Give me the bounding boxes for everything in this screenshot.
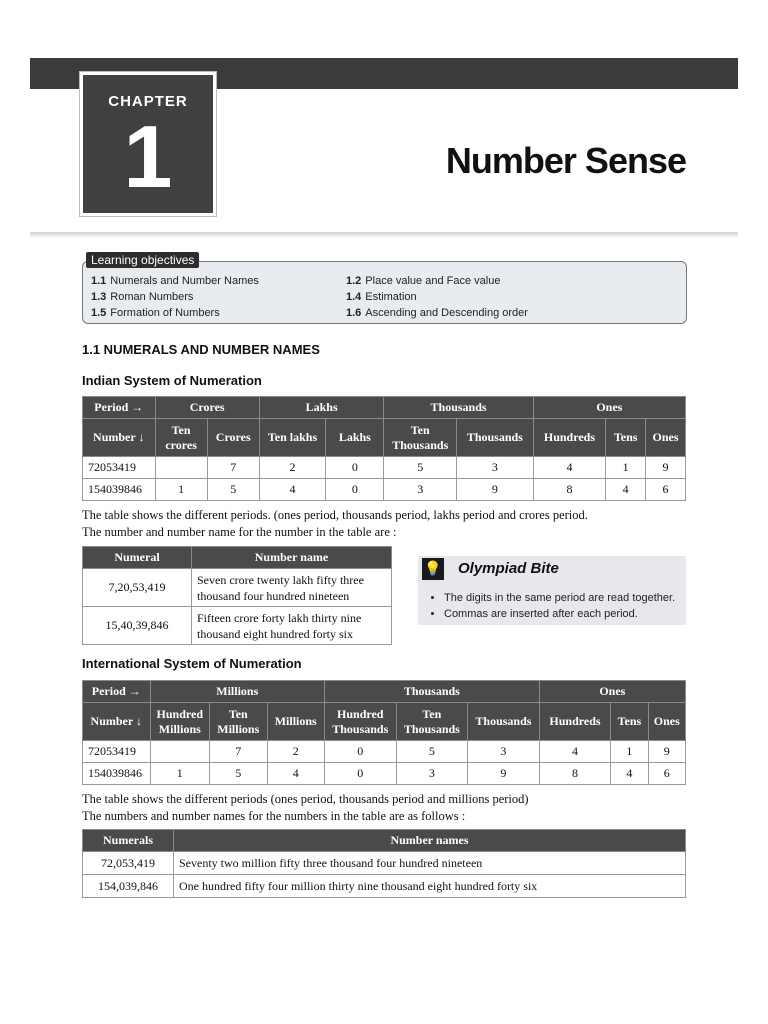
objective-item: 1.5 Formation of Numbers bbox=[91, 307, 220, 319]
number-header: Number ↓ bbox=[83, 419, 156, 457]
table-row: 154039846 1 5 4 0 3 9 8 4 6 bbox=[83, 479, 686, 501]
table-row: 72053419 7 2 0 5 3 4 1 9 bbox=[83, 741, 686, 763]
learning-objectives-label: Learning objectives bbox=[86, 252, 199, 268]
place-header: Tens bbox=[611, 703, 648, 741]
international-place-value-table bbox=[82, 680, 686, 785]
indian-periods-text: The table shows the different periods. (ones period, thousands period, lakhs period and crores period. bbox=[82, 508, 588, 522]
international-number-names-table bbox=[82, 829, 686, 898]
objective-item: 1.4 Estimation bbox=[346, 291, 417, 303]
number-names-header: Number names bbox=[174, 830, 686, 852]
indian-number-names-table bbox=[82, 546, 392, 645]
place-header: Hundred Millions bbox=[150, 703, 209, 741]
chapter-label: CHAPTER bbox=[108, 93, 188, 110]
table-row: 72,053,419 Seventy two million fifty three thousand four hundred nineteen bbox=[83, 852, 686, 875]
place-header: Millions bbox=[267, 703, 324, 741]
list-item: • Commas are inserted after each period. bbox=[444, 606, 675, 622]
period-header: Period → bbox=[83, 397, 156, 419]
header-divider bbox=[30, 232, 738, 238]
period-millions: Millions bbox=[150, 681, 324, 703]
period-crores: Crores bbox=[155, 397, 259, 419]
number-name-header: Number name bbox=[192, 547, 392, 569]
lightbulb-icon: 💡 bbox=[422, 558, 444, 580]
place-header: Ten Millions bbox=[210, 703, 267, 741]
place-header: Ten Thousands bbox=[396, 703, 468, 741]
indian-place-value-table bbox=[82, 396, 686, 501]
period-ones: Ones bbox=[539, 681, 685, 703]
objective-item: 1.2 Place value and Face value bbox=[346, 275, 501, 287]
period-lakhs: Lakhs bbox=[259, 397, 384, 419]
table-row: 154,039,846 One hundred fifty four million thirty nine thousand eight hundred forty six bbox=[83, 875, 686, 898]
place-header: Ones bbox=[648, 703, 685, 741]
international-periods-text: The table shows the different periods (ones period, thousands period and millions period) bbox=[82, 792, 529, 806]
number-header: Number ↓ bbox=[83, 703, 151, 741]
period-header: Period → bbox=[83, 681, 151, 703]
olympiad-bite-box bbox=[418, 556, 686, 625]
table-row: 72053419 7 2 0 5 3 4 1 9 bbox=[83, 457, 686, 479]
olympiad-bite-list bbox=[428, 590, 675, 622]
chapter-number: 1 bbox=[123, 107, 173, 206]
chapter-badge bbox=[80, 72, 216, 216]
place-header: Ten Thousands bbox=[384, 419, 457, 457]
table-row: 154039846 1 5 4 0 3 9 8 4 6 bbox=[83, 763, 686, 785]
period-thousands: Thousands bbox=[384, 397, 533, 419]
objective-item: 1.3 Roman Numbers bbox=[91, 291, 194, 303]
table-row: 7,20,53,419 Seven crore twenty lakh fifty three thousand four hundred nineteen bbox=[83, 569, 392, 607]
table-row: 15,40,39,846 Fifteen crore forty lakh thirty nine thousand eight hundred forty six bbox=[83, 607, 392, 645]
place-header: Thousands bbox=[457, 419, 534, 457]
place-header: Lakhs bbox=[326, 419, 384, 457]
place-header: Hundreds bbox=[533, 419, 606, 457]
place-header: Hundreds bbox=[539, 703, 611, 741]
objective-item: 1.1 Numerals and Number Names bbox=[91, 275, 259, 287]
list-item: • The digits in the same period are read together. bbox=[444, 590, 675, 606]
period-thousands: Thousands bbox=[324, 681, 539, 703]
place-header: Hundred Thousands bbox=[324, 703, 396, 741]
place-header: Ten crores bbox=[155, 419, 207, 457]
place-header: Crores bbox=[207, 419, 259, 457]
indian-names-intro: The number and number name for the number in the table are : bbox=[82, 525, 397, 539]
place-header: Ten lakhs bbox=[259, 419, 325, 457]
period-ones: Ones bbox=[533, 397, 685, 419]
chapter-title: Number Sense bbox=[445, 140, 686, 181]
numerals-header: Numerals bbox=[83, 830, 174, 852]
indian-system-heading: Indian System of Numeration bbox=[82, 373, 262, 388]
international-names-intro: The numbers and number names for the numbers in the table are as follows : bbox=[82, 809, 466, 823]
objective-item: 1.6 Ascending and Descending order bbox=[346, 307, 528, 319]
section-heading: 1.1 NUMERALS AND NUMBER NAMES bbox=[82, 342, 320, 357]
place-header: Tens bbox=[606, 419, 646, 457]
place-header: Ones bbox=[646, 419, 686, 457]
numeral-header: Numeral bbox=[83, 547, 192, 569]
international-system-heading: International System of Numeration bbox=[82, 656, 302, 671]
place-header: Thousands bbox=[468, 703, 540, 741]
olympiad-bite-title: Olympiad Bite bbox=[458, 560, 559, 577]
